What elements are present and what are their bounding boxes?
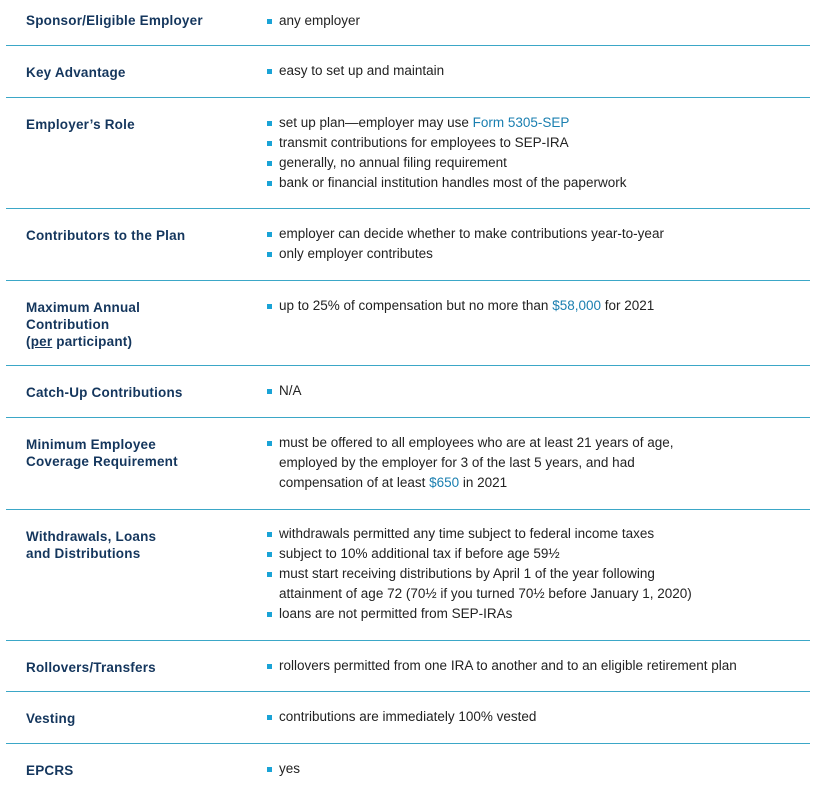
list-item: up to 25% of compensation but no more than $58,000 for 2021 [266, 296, 806, 316]
list-item: yes [266, 759, 806, 779]
list-item [266, 113, 806, 133]
list-item: only employer contributes [266, 244, 806, 264]
list-item: must be offered to all employees who are at least 21 years of age, [266, 433, 806, 453]
row-content [266, 656, 806, 676]
table-row [6, 641, 810, 692]
table-row [6, 209, 810, 281]
list-item: transmit contributions for employees to SEP-IRA [266, 133, 806, 153]
row-label-line: Maximum Annual [26, 300, 141, 315]
row-content [266, 759, 806, 779]
list-item: rollovers permitted from one IRA to another and to an eligible retirement plan [266, 656, 806, 676]
table-row [6, 510, 810, 641]
table-row [6, 418, 810, 510]
table-row [6, 744, 810, 804]
row-label: Contributors to the Plan [26, 228, 186, 243]
row-label-line: and Distributions [26, 546, 141, 561]
amount-link[interactable]: $58,000 [552, 298, 601, 313]
list-item: loans are not permitted from SEP-IRAs [266, 604, 806, 624]
row-content [266, 113, 806, 193]
row-label-line: Contribution [26, 317, 110, 332]
list-item: bank or financial institution handles most of the paperwork [266, 173, 806, 193]
list-item-text: set up plan—employer may use [279, 115, 473, 130]
list-item: contributions are immediately 100% vested [266, 707, 806, 727]
table-row [6, 366, 810, 418]
row-label: Rollovers/Transfers [26, 660, 156, 675]
row-content [266, 381, 806, 401]
amount-link[interactable]: $650 [429, 475, 460, 490]
table-row [6, 46, 810, 98]
row-label-line: Coverage Requirement [26, 454, 178, 469]
row-content [266, 433, 806, 493]
row-label: Key Advantage [26, 65, 126, 80]
row-label [26, 299, 246, 350]
list-item: N/A [266, 381, 806, 401]
list-item: any employer [266, 11, 806, 31]
row-label [26, 436, 246, 470]
row-content [266, 224, 806, 264]
row-content [266, 707, 806, 727]
row-label: Catch-Up Contributions [26, 385, 183, 400]
list-item: withdrawals permitted any time subject to federal income taxes [266, 524, 806, 544]
row-label-line: Minimum Employee [26, 437, 156, 452]
row-label [26, 528, 246, 562]
list-item-continuation: employed by the employer for 3 of the last 5 years, and had [279, 455, 635, 470]
form-5305-sep-link[interactable]: Form 5305-SEP [472, 115, 570, 130]
row-label-line: Withdrawals, Loans [26, 529, 157, 544]
list-item-continuation: attainment of age 72 (70½ if you turned 70½ before January 1, 2020) [279, 586, 692, 601]
row-label-line: (per participant) [26, 334, 133, 349]
row-label: Sponsor/Eligible Employer [26, 13, 203, 28]
list-item: employer can decide whether to make contributions year-to-year [266, 224, 806, 244]
table-row [6, 0, 810, 46]
row-content [266, 296, 806, 316]
row-content [266, 61, 806, 81]
row-content [266, 11, 806, 31]
list-item: generally, no annual filing requirement [266, 153, 806, 173]
list-item: subject to 10% additional tax if before age 59½ [266, 544, 806, 564]
list-item: easy to set up and maintain [266, 61, 806, 81]
row-label: EPCRS [26, 763, 74, 778]
row-content [266, 524, 806, 624]
table-row [6, 692, 810, 744]
row-label: Vesting [26, 711, 76, 726]
list-item-continuation: compensation of at least $650 in 2021 [279, 475, 508, 490]
table-row [6, 281, 810, 366]
table-row [6, 98, 810, 209]
list-item: must start receiving distributions by April 1 of the year following [266, 564, 806, 584]
row-label: Employer’s Role [26, 117, 135, 132]
per-underlined: per [30, 334, 53, 349]
